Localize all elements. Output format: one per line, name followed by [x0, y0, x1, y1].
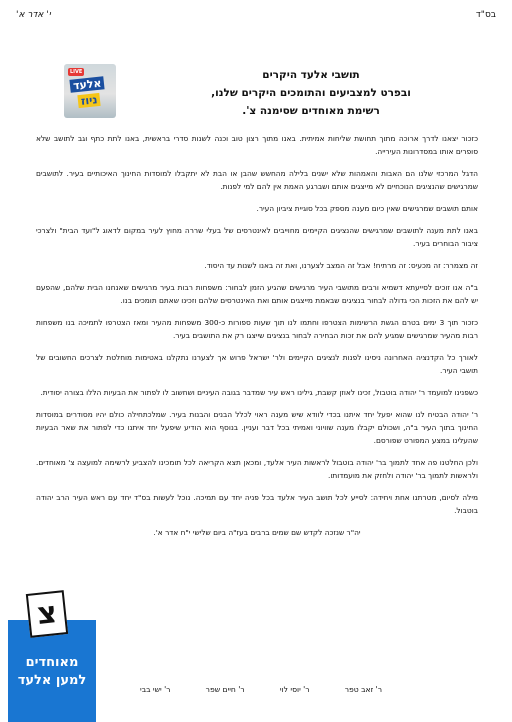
- paragraph-10: ר' יהודה הבטיח לנו שהוא יפעל יחד איתנו בכדי לוודא שיש מענה ראוי לכלל הבנים והבנות בעיר. שמלכתחילה כולם יהיו מסודרים במוסדות החינוך בתוך העיר ב"ה, ושכולם יקבלו מענה שוויוני ואמיתי בכל דבר ועניין. בנוסף הוא הודיע שיפעל יחד איתנו כדי לפתור את שאר הבעיות שהעלינו במצע המפורט שפורסם.: [36, 410, 478, 445]
- paragraph-8: לאורך כל הקדנציה האחרונה ניסינו לפנות לנציגים הקיימים ולר' ישראל פרוש אך לצערנו נתקלנו באטימות מוחלטת לצרכים החשובים של תושבי העיר.: [36, 353, 478, 375]
- letter-title: [130, 66, 492, 120]
- signature-1: ר' זאב טפר: [344, 685, 382, 694]
- ballot-letter: צ: [26, 590, 68, 638]
- paragraph-1: כזכור יצאנו לדרך ארוכה מתוך תחושת שליחות אמיתית. באנו מתוך רצון טוב וכנה לשנות סדרי בראשית, באנו לתת כתף וגב לתושב שלא סופרים אותו במסדרונות העירייה.: [36, 134, 478, 156]
- signature-2: ר' יוסי לוי: [279, 685, 310, 694]
- logo-live-label: LIVE: [70, 69, 83, 75]
- badge-line1: מאוחדים: [25, 655, 79, 670]
- signature-4: ר' ישי בבי: [140, 685, 171, 694]
- title-line3: רשימת מאוחדים שסימנה צ'.: [242, 105, 380, 117]
- logo-line2: ניוז: [77, 93, 101, 108]
- paragraph-9: כשפנינו למועמד ר' יהודה בוטבול, זכינו לאוזן קשבת, גילינו ראש עיר שמדבר בגובה העיניים ושחשוב לו לפתור את הבעיות הללו בצורה יסודית.: [40, 388, 478, 397]
- paragraph-3: אותם תושבים שמרגישים שאין כיום מענה מספק בכל סוגיית ציביון העיר.: [256, 204, 478, 213]
- title-line2: ובפרט למצביעים והתומכים היקרים שלנו,: [211, 87, 411, 99]
- signatures: [140, 685, 382, 694]
- paragraph-closing: יה"ר שנזכה לקדש שם שמים ברבים בעז"ה ביום שלישי י"ח אדר א'.: [153, 528, 361, 537]
- party-badge: [8, 595, 96, 722]
- paragraph-2: הדגל המרכזי שלנו הם האבות והאמהות שלא ישנים בלילה מהחשש שהבן או הבת לא יתקבלו למוסדות החינוך האיכותיים בעיר. לתושבים שמרגישים שהנציגים הנוכחיים לא מייצגים אותם ושברגע האמת אין להם למי לפנות.: [36, 169, 478, 191]
- paragraph-6: ב"ה אנו זוכים לסייעתא דשמיא ורבים מתושבי העיר מרגישים שהגיע הזמן לבחור: משפחות רבות בעיר מרגישים שאנחנו הבית שלהם, שהפעם יש להם את הזכות הכי גדולה לבחור בנציגים שבאמת מייצגים אותם ואת האינטרסים שלהם וזכינו שאתם תומכים בנו.: [36, 283, 478, 305]
- letter-body: [36, 132, 478, 548]
- badge-text: [8, 654, 96, 690]
- signature-3: ר' חיים שפר: [205, 685, 245, 694]
- logo-line1: אלעד: [69, 76, 105, 93]
- paragraph-11: ולכן החלטנו פה אחד לתמוך בר' יהודה בוטבול לראשות העיר אלעד, ומכאן תצא הקריאה לכל תומכינו להצביע לרשימה למועצה צ' מאוחדים. ולראשות לתמוך בר' יהודה ולחזק את מועמדותו.: [36, 458, 478, 480]
- title-line1: תושבי אלעד היקרים: [262, 69, 360, 81]
- badge-line2: למען אלעד: [17, 673, 87, 688]
- paragraph-5: זה מצמרר: זה מכעיס: זה מרתיח! אבל זה המצב לצערנו, ואת זה באנו לשנות עד היסוד.: [204, 261, 478, 270]
- paragraph-4: באנו לתת מענה לתושבים שמרגישים שהנציגים הקיימים מחוייבים לאינטרסים של בעלי שררה מחוץ לעיר במקום לדאוג ל"ועד הבית" ולצרכי ציבור הבוחרים בעיר.: [36, 226, 478, 248]
- elad-news-logo: [64, 64, 116, 118]
- paragraph-12: מילה לסיום, מטרתנו אחת ויחידה: לסייע לכל תושב העיר אלעד בכל פניה יחד עם תמיכה. נוכל לעשות בס"ד יחד עם ראש העיר הרב יהודה בוטבול.: [36, 493, 478, 515]
- header-date: י' אדר א': [16, 10, 51, 20]
- header-bsd: בס"ד: [475, 10, 496, 20]
- paragraph-7: כזכור תוך 3 ימים בטרם הגשת הרשימות הצטרפו וחתמו לנו תוך שעות ספורות כ-300 משפחות מהעיר ומאז הצטרפו לתמיכה בנו משפחות רבות מהעיר שמרגישים שמגיע להם את זכות הבחירה לבחור בנציגים שייצגו רק את התושבים בעיר.: [36, 318, 478, 340]
